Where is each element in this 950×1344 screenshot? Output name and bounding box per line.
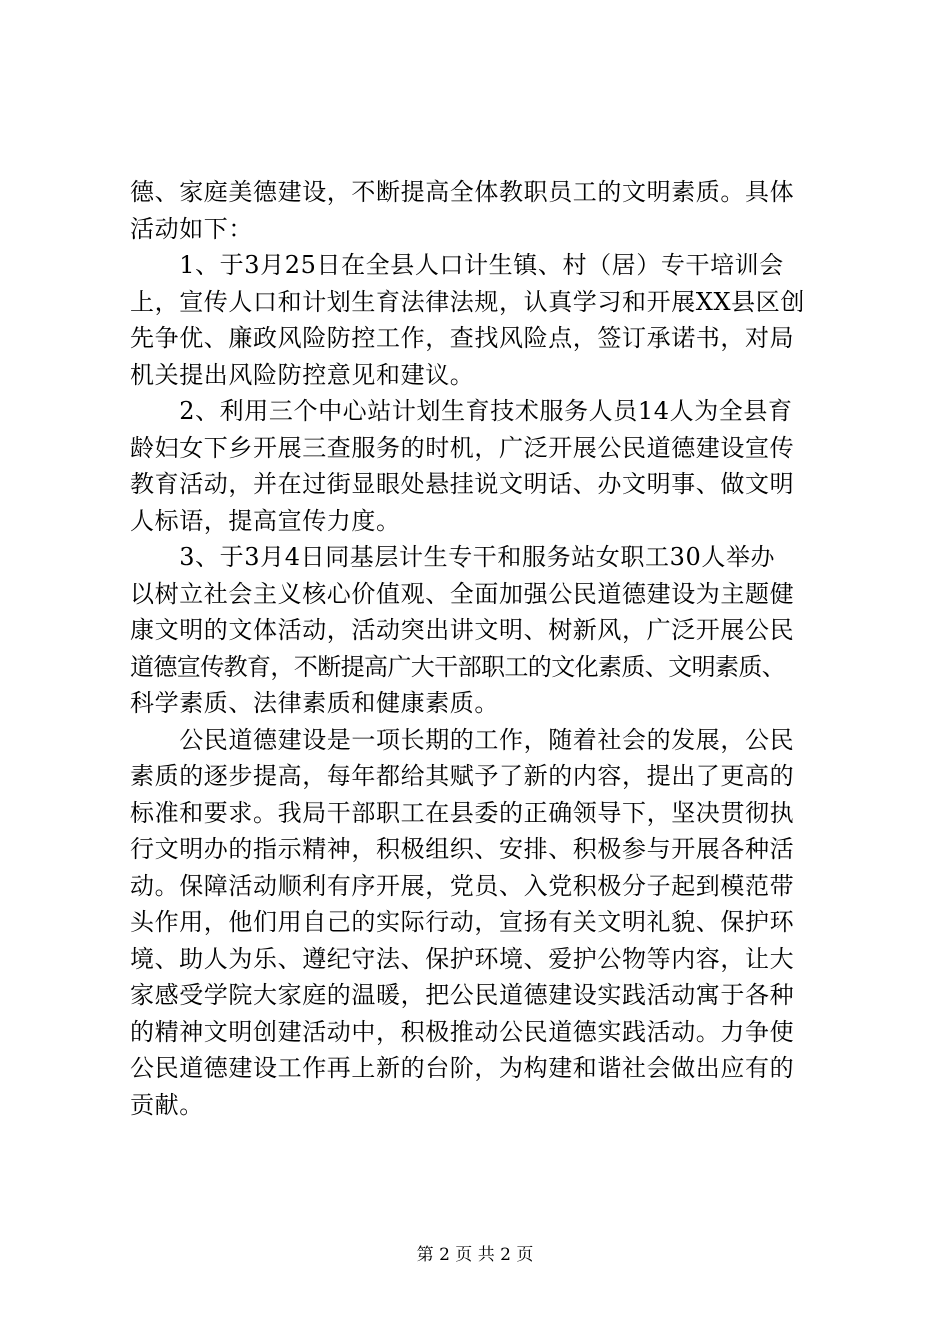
text-line: 公民道德建设是一项长期的工作，随着社会的发展，公民	[130, 725, 795, 754]
text-line: 3、于3月4日同基层计生专干和服务站女职工30人举办	[130, 543, 776, 571]
text-line: 以树立社会主义核心价值观、全面加强公民道德建设为主题健	[130, 579, 795, 608]
text-line: 素质的逐步提高，每年都给其赋予了新的内容，提出了更高的	[130, 762, 795, 790]
page-footer	[0, 1243, 950, 1267]
text-line: 龄妇女下乡开展三查服务的时机，广泛开展公民道德建设宣传	[130, 433, 795, 462]
text-line: 境、助人为乐、遵纪守法、保护环境、爱护公物等内容，让大	[130, 944, 795, 973]
text-line: 动。保障活动顺利有序开展，党员、入党积极分子起到模范带	[130, 871, 795, 900]
text-line: 人标语，提高宣传力度。	[130, 506, 401, 535]
text-line: 2、利用三个中心站计划生育技术服务人员14人为全县育	[130, 397, 793, 425]
text-line: 行文明办的指示精神，积极组织、安排、积极参与开展各种活	[130, 835, 795, 863]
text-line: 先争优、廉政风险防控工作，查找风险点，签订承诺书，对局	[130, 324, 795, 352]
text-line: 机关提出风险防控意见和建议。	[130, 360, 475, 389]
document-body	[130, 174, 850, 1123]
text-line: 上，宣传人口和计划生育法律法规，认真学习和开展XX县区创	[130, 287, 805, 316]
page-number-label: 第 2 页 共 2 页	[416, 1245, 534, 1265]
text-line: 德、家庭美德建设，不断提高全体教职员工的文明素质。具体	[130, 178, 795, 206]
text-line: 科学素质、法律素质和健康素质。	[130, 689, 499, 717]
text-line: 道德宣传教育，不断提高广大干部职工的文化素质、文明素质、	[130, 652, 786, 681]
text-line: 标准和要求。我局干部职工在县委的正确领导下，坚决贯彻执	[130, 798, 795, 827]
text-line: 家感受学院大家庭的温暖，把公民道德建设实践活动寓于各种	[130, 981, 795, 1009]
text-line: 康文明的文体活动，活动突出讲文明、树新风，广泛开展公民	[130, 616, 795, 644]
text-line: 的精神文明创建活动中，积极推动公民道德实践活动。力争使	[130, 1017, 795, 1046]
text-line: 头作用，他们用自己的实际行动，宣扬有关文明礼貌、保护环	[130, 908, 795, 936]
text-line: 公民道德建设工作再上新的台阶，为构建和谐社会做出应有的	[130, 1054, 795, 1082]
text-line: 活动如下：	[130, 214, 253, 243]
text-line: 贡献。	[130, 1090, 204, 1119]
text-line: 教育活动，并在过街显眼处悬挂说文明话、办文明事、做文明	[130, 470, 795, 498]
text-line: 1、于3月25日在全县人口计生镇、村（居）专干培训会	[130, 251, 784, 279]
